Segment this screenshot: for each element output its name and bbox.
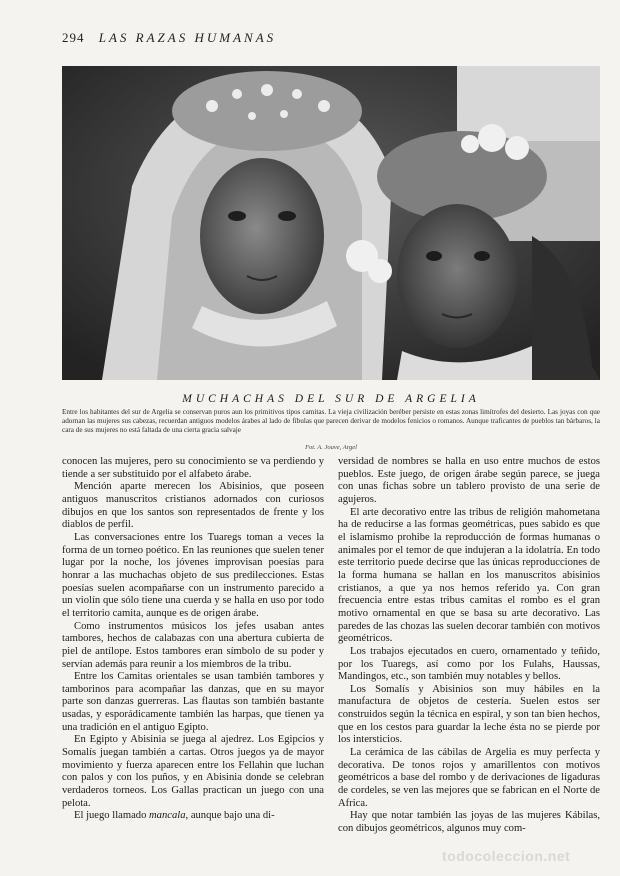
paragraph: Mención aparte merecen los Abisinios, que poseen antiguos manuscritos cristianos adornados con curiosos dibujos en que los santos son representados de frente y los diablos de perfil. [62,481,324,531]
page-number: 294 [62,30,85,45]
paragraph: Los Somalís y Abisinios son muy hábiles en la manufactura de objetos de cestería. Suelen estos ser construidos según la técnica en espiral, y son tan bien hechos, que en los cestos para guardar la leche ésta no se pierde por los intersticios. [338,683,600,746]
right-column [338,456,600,836]
paragraph-text: El juego llamado [74,810,150,822]
paragraph: La cerámica de las cábilas de Argelia es muy perfecta y decorativa. De tonos rojos y amarillentos con motivos geométricos a base del rombo y de derivaciones de ligaduras de cordeles, se ven las mejores que se fabrican en el Norte de Africa. [338,747,600,809]
paragraph: En Egipto y Abisinia se juega al ajedrez. Los Egipcios y Somalís juegan también a cartas. Otros juegos ya de mayor movimiento y fuerza aparecen entre los Fellahin que luchan con palos y con los puños, y en Abisinia donde se celebran verdaderos torneos. Los Gallas practican un juego con una pelota. [62,734,324,809]
paragraph-text: , aunque bajo una di- [185,810,275,822]
paragraph: El arte decorativo entre las tribus de religión mahometana ha de reducirse a las formas geométricas, pues sabido es que el islamismo prohibe la reproducción de formas humanas o animales por el temor de que indujeran a la idolatría. En todo este territorio puede decirse que las únicas reproducciones de la forma humana se hallan en los manuscritos abisinios cristianos, a que ya nos hemos referido ya. Con gran frecuencia entre estas tribus camitas el rombo es el gran motivo ornamental en que se basa su arte decorativo. Las paredes de las chozas las suelen decorar también con motivos geométricos. [338,506,600,645]
running-header [62,30,562,48]
paragraph: conocen las mujeres, pero su conocimiento se va perdiendo y tiende a ser substituido por el alfabeto árabe. [62,456,324,480]
paragraph: Entre los Camitas orientales se usan también tambores y tamborinos para acompañar las danzas, que en su mayor parte son danzas guerreras. Las flautas son también bastante usadas, y esporádicamente también las harpas, que tienen ya una tradición en el antiguo Egipto. [62,671,324,733]
paragraph: Las conversaciones entre los Tuaregs toman a veces la forma de un torneo poético. En las reuniones que suelen tener lugar por la noche, los jóvenes improvisan poesías para honrar a las muchachas objeto de sus predilecciones. Estas poesías suelen acompañarse con un instrumento parecido a un violín que sólo tiene una cuerda y se halla en uso por todo el territorio camita, aunque es de origen árabe. [62,531,324,619]
paragraph [62,810,324,823]
paragraph: Hay que notar también las joyas de las mujeres Kábilas, con dibujos geométricos, algunos muy com- [338,810,600,835]
photo-credit: Fot. A. Jouve, Argel [305,444,357,451]
photograph-illustration [62,66,600,380]
paragraph: Como instrumentos músicos los jefes usaban antes tambores, hechos de calabazas con una abertura cubierta de piel de antílope. Estos tambores eran símbolo de su poder y servían además para reunir a los miembros de la tribu. [62,620,324,670]
running-title: LAS RAZAS HUMANAS [98,30,277,45]
left-column [62,456,324,823]
paragraph: Los trabajos ejecutados en cuero, ornamentado y teñido, por los Tuaregs, así como por los Fulahs, Haussas, Mandingos, etc., son también muy notables y bellos. [338,645,600,683]
paragraph: versidad de nombres se halla en uso entre muchos de estos pueblos. Este juego, de origen árabe según parece, se juega con unas fichas sobre un tablero provisto de una serie de agujeros. [338,456,600,505]
photo-caption-text: Entre los habitantes del sur de Argelia se conservan puros aun los primitivos tipos camitas. La vieja civilización beréber persiste en estas zonas limítrofes del desierto. Las joyas con que adornan las mujeres sus cabezas, recuerdan antiguos modelos árabes al lado de fíbulas que parecen derivar de modelos fenicios o romanos. Aunque traficantes de pueblos tan bárbaros, la cara de sus mujeres no está faltada de una cierta gracia salvaje [62,408,600,434]
photograph [62,66,600,380]
watermark: todocoleccion.net [442,848,571,864]
photo-caption-title: MUCHACHAS DEL SUR DE ARGELIA [182,393,480,405]
emphasis-mancala: mancala [149,810,186,822]
